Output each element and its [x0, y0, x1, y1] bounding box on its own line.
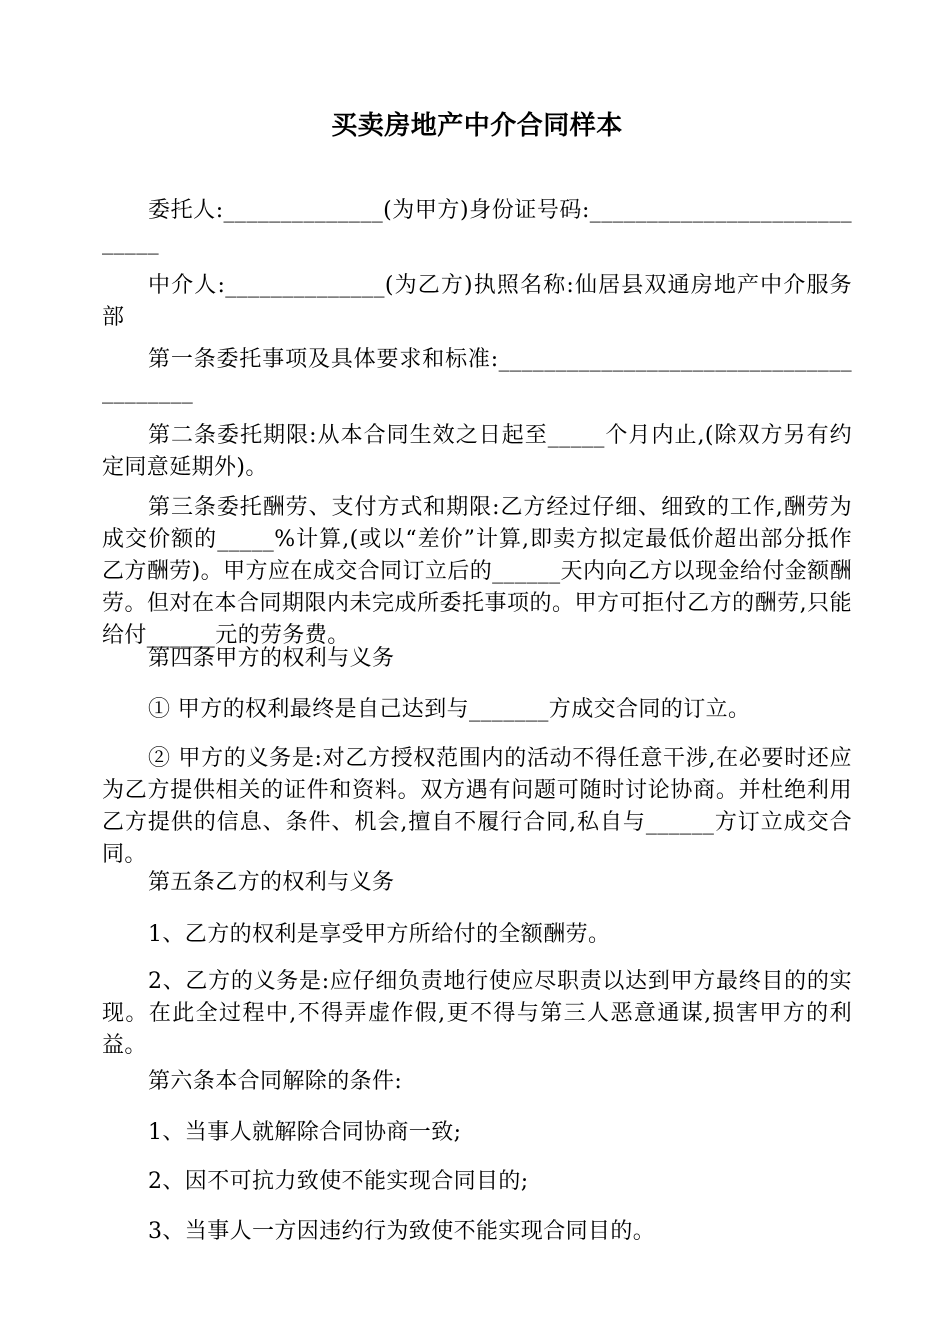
paragraph-article-2: 第二条委托期限:从本合同生效之日起至_____个月内止,(除双方另有约定同意延期外)。: [102, 423, 852, 480]
paragraph-article-4-heading: 第四条甲方的权利与义务: [148, 646, 395, 671]
paragraph-article-4-item-1: ① 甲方的权利最终是自己达到与_______方成交合同的订立。: [148, 697, 751, 722]
paragraph-article-6-item-3: 3、当事人一方因违约行为致使不能实现合同目的。: [148, 1219, 656, 1244]
paragraph-article-3: 第三条委托酬劳、支付方式和期限:乙方经过仔细、细致的工作,酬劳为成交价额的_____%计算,(或以“差价”计算,即卖方拟定最低价超出部分抵作乙方酬劳)。甲方应在成交合同订立后的______天内向乙方以现金给付金额酬劳。但对在本合同期限内未完成所委托事项的。甲方可拒付乙方的酬劳,只能给付______元的劳务费。: [102, 495, 852, 648]
paragraph-article-6-item-2: 2、因不可抗力致使不能实现合同目的;: [148, 1169, 529, 1194]
paragraph-article-4-item-2: ② 甲方的义务是:对乙方授权范围内的活动不得任意干涉,在必要时还应为乙方提供相关的证件和资料。双方遇有问题可随时讨论协商。并杜绝利用乙方提供的信息、条件、机会,擅自不履行合同,私自与______方订立成交合同。: [102, 746, 852, 867]
paragraph-article-1: 第一条委托事项及具体要求和标准:_______________________________________: [102, 347, 852, 404]
paragraph-article-5-item-1: 1、乙方的权利是享受甲方所给付的全额酬劳。: [148, 922, 611, 947]
paragraph-article-5-heading: 第五条乙方的权利与义务: [148, 870, 395, 895]
paragraph-agent: 中介人:______________(为乙方)执照名称:仙居县双通房地产中介服务部: [102, 273, 852, 330]
paragraph-article-6-item-1: 1、当事人就解除合同协商一致;: [148, 1120, 462, 1145]
paragraph-article-5-item-2: 2、乙方的义务是:应仔细负责地行使应尽职责以达到甲方最终目的的实现。在此全过程中,不得弄虚作假,更不得与第三人恶意通谋,损害甲方的利益。: [102, 969, 852, 1058]
document-title: 买卖房地产中介合同样本: [331, 111, 623, 141]
paragraph-client: 委托人:______________(为甲方)身份证号码:____________________________: [102, 198, 852, 255]
paragraph-article-6-heading: 第六条本合同解除的条件:: [148, 1069, 403, 1094]
